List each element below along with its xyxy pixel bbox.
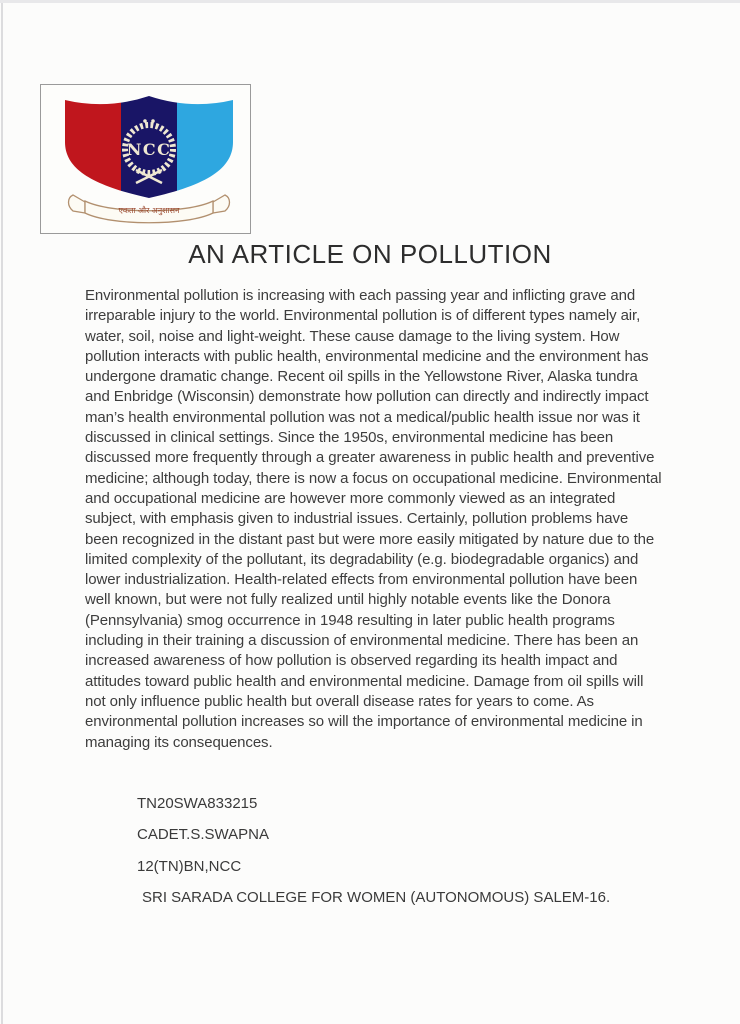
wreath-top-ornament <box>151 119 155 123</box>
body-line: not only influence public health but overall disease rates for years to come. As <box>85 692 594 710</box>
body-line: discussed in clinical settings. Since the 1950s, environmental medicine has been <box>85 429 614 447</box>
article-body <box>85 286 670 753</box>
body-line: and Enbridge (Wisconsin) demonstrate how pollution can directly and indirectly impact <box>85 388 649 406</box>
ncc-crest-icon <box>41 85 250 233</box>
motto-text: एकता और अनुशासन <box>118 206 180 215</box>
body-line: subject, with emphasis given to industrial issues. Certainly, pollution problems have <box>85 510 629 528</box>
body-line: medicine; although today, there is now a focus on occupational medicine. Environmental <box>85 469 662 487</box>
body-line: Environmental pollution is increasing with each passing year and inflicting grave and <box>85 287 636 304</box>
body-line: lower industrialization. Health-related effects from environmental pollution have been <box>85 571 638 589</box>
body-line: attitudes toward public health and environmental medicine. Damage from oil spills will <box>85 672 644 690</box>
ncc-crest-logo <box>40 84 251 234</box>
wreath-top-ornament <box>143 119 147 123</box>
photo-top-edge <box>0 0 740 3</box>
body-line: discussed more frequently through a greater awareness in public health and preventive <box>85 449 655 467</box>
cadet-regimental-number: TN20SWA833215 <box>137 795 258 812</box>
body-line: well known, but were not fully realized until highly notable events like the Donora <box>85 591 611 609</box>
body-line: managing its consequences. <box>85 733 273 751</box>
cadet-name: CADET.S.SWAPNA <box>137 826 269 844</box>
photo-left-edge <box>1 3 3 1024</box>
body-line: (Pennsylvania) smog occurrence in 1948 resulting in later public health programs <box>85 611 615 629</box>
body-line: undergone dramatic change. Recent oil spills in the Yellowstone River, Alaska tundra <box>85 368 638 386</box>
body-line: environmental pollution increases so will the importance of environmental medicine in <box>85 713 643 731</box>
body-line: been recognized in the distant past but were more easily mitigated by nature due to the <box>85 530 655 548</box>
page-title: AN ARTICLE ON POLLUTION <box>188 239 552 269</box>
motto-scroll <box>69 195 230 223</box>
body-line: increased awareness of how pollution is observed regarding its health impact and <box>85 652 618 670</box>
college-name: SRI SARADA COLLEGE FOR WOMEN (AUTONOMOUS) SALEM-16. <box>142 888 611 906</box>
ncc-abbr-text: NCC <box>126 140 172 159</box>
body-line: and occupational medicine are however more commonly viewed as an integrated <box>85 489 616 507</box>
body-line: man’s health environmental pollution was not a medical/public health issue nor was it <box>85 408 640 426</box>
body-line: water, soil, noise and light-weight. These cause damage to the living system. How <box>85 327 620 345</box>
signature-block <box>137 788 610 913</box>
body-line: including in their training a discussion of environmental medicine. There has been an <box>85 632 639 650</box>
body-line: limited complexity of the pollutant, its degradability (e.g. biodegradable organics) and <box>85 550 639 568</box>
body-line: pollution interacts with public health, environmental medicine and the environment has <box>85 347 649 365</box>
battalion-unit: 12(TN)BN,NCC <box>137 857 242 875</box>
body-line: irreparable injury to the world. Environmental pollution is of different types namely air, <box>85 307 641 325</box>
